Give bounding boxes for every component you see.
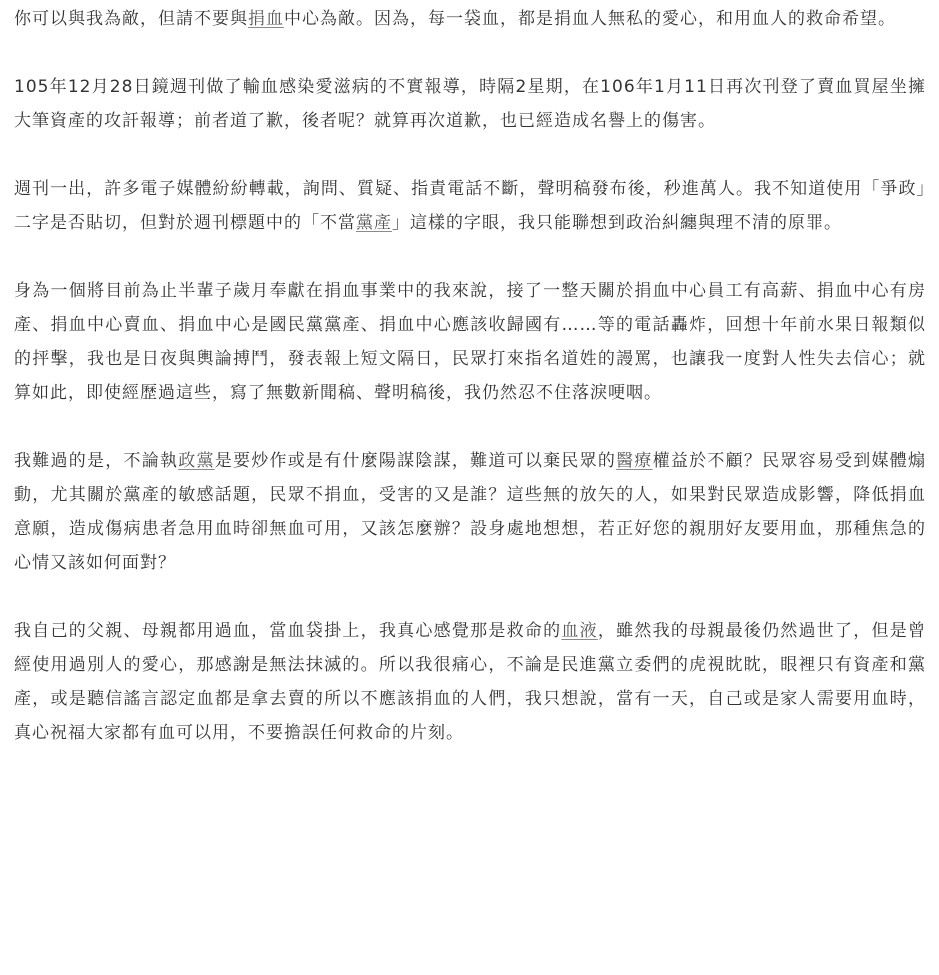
paragraph-5 [14, 444, 926, 580]
paragraph-3 [14, 172, 926, 240]
text-span: 週刊一出，許多電子媒體紛紛轉載，詢問、質疑、指責電話不斷，聲明稿發布後，秒進萬人。我不知道使用「爭政」二字是否貼切，但對於週刊標題中的「不當 [14, 179, 926, 233]
paragraph-6 [14, 614, 926, 750]
text-span: 中心為敵。因為，每一袋血，都是捐血人無私的愛心，和用血人的救命希望。 [284, 9, 896, 29]
keyword-link-party-assets[interactable]: 黨產 [356, 213, 392, 233]
text-span: 我難過的是，不論執 [14, 451, 179, 471]
text-span: ，雖然我的母親最後仍然過世了，但是曾經使用過別人的愛心，那感謝是無法抹滅的。所以我很痛心，不論是民進黨立委們的虎視眈眈，眼裡只有資產和黨產，或是聽信謠言認定血都是拿去賣的所以不應該捐血的人們，我只想說，當有一天，自己或是家人需要用血時，真心祝福大家都有血可以用，不要擔誤任何救命的片刻。 [14, 621, 927, 743]
article-body [14, 2, 926, 750]
keyword-link-blood[interactable]: 血液 [561, 621, 598, 641]
text-span: 是要炒作或是有什麼陽謀陰謀，難道可以棄民眾的 [214, 451, 617, 471]
text-span: 權益於不顧？民眾容易受到媒體煽動，尤其關於黨產的敏感話題，民眾不捐血，受害的又是誰？這些無的放矢的人，如果對民眾造成影響，降低捐血意願，造成傷病患者急用血時卻無血可用，又該怎麼辦？設身處地想想，若正好您的親朋好友要用血，那種焦急的心情又該如何面對？ [14, 451, 927, 573]
keyword-link-political-party[interactable]: 政黨 [178, 451, 215, 471]
paragraph-1 [14, 2, 926, 36]
keyword-link-medical[interactable]: 醫療 [616, 451, 653, 471]
text-span: 」這樣的字眼，我只能聯想到政治糾纏與理不清的原罪。 [392, 213, 842, 233]
paragraph-2 [14, 70, 926, 138]
paragraph-4 [14, 274, 926, 410]
text-span: 105年12月28日鏡週刊做了輸血感染愛滋病的不實報導，時隔2星期，在106年1月11日再次刊登了賣血買屋坐擁大筆資產的攻訐報導；前者道了歉，後者呢？就算再次道歉，也已經造成名譽上的傷害。 [14, 77, 926, 131]
text-span: 你可以與我為敵，但請不要與 [14, 9, 248, 29]
text-span: 身為一個將目前為止半輩子歲月奉獻在捐血事業中的我來說，接了一整天關於捐血中心員工有高薪、捐血中心有房產、捐血中心賣血、捐血中心是國民黨黨產、捐血中心應該收歸國有……等的電話轟炸，回想十年前水果日報類似的抨擊，我也是日夜與輿論搏鬥，發表報上短文隔日，民眾打來指名道姓的謾罵，也讓我一度對人性失去信心；就算如此，即使經歷過這些，寫了無數新聞稿、聲明稿後，我仍然忍不住落淚哽咽。 [14, 281, 926, 403]
text-span: 我自己的父親、母親都用過血，當血袋掛上，我真心感覺那是救命的 [14, 621, 562, 641]
keyword-link-blood-donation[interactable]: 捐血 [248, 9, 284, 29]
